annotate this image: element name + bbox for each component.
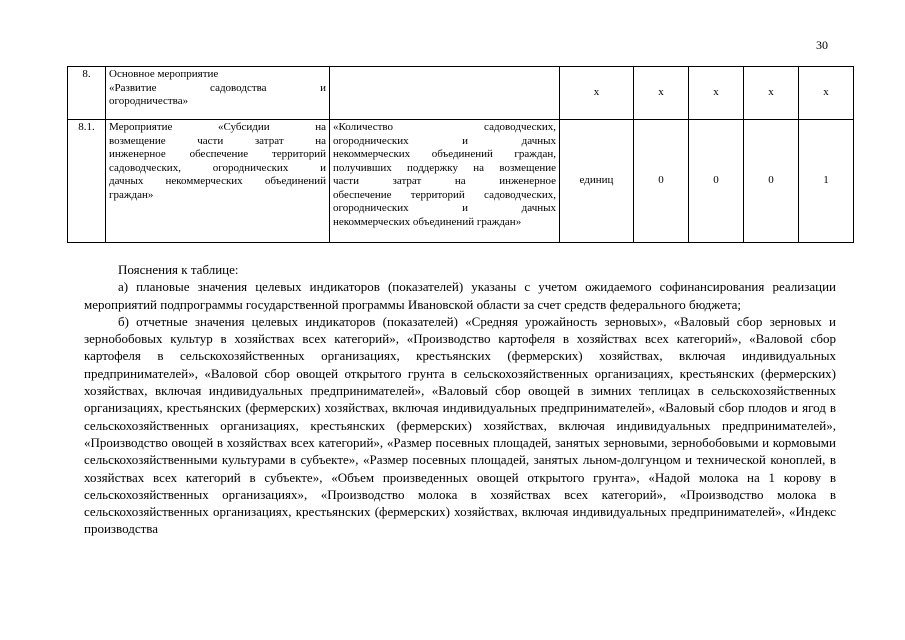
cell-text: получивших поддержку на возмещение [333,161,556,174]
cell-text: огороднических и дачных [333,202,556,214]
value-cell: 1 [799,120,854,243]
cell-text: части затрат на инженерное [333,175,556,187]
unit-cell: единиц [560,120,634,243]
value-cell: 0 [689,120,744,243]
cell-text: некоммерческих объединений граждан, [333,148,556,160]
cell-text: граждан» [109,188,154,201]
cell-text: Мероприятие «Субсидии на [109,121,326,133]
cell-text: «Количество садоводческих, [333,121,556,133]
note-paragraph-b: б) отчетные значения целевых индикаторов (показателей) «Средняя урожайность зерновых», «Валовый сбор зерновых и зернобобовых культур в хозяйствах всех категорий», «Производство картофеля в хозяйствах всех категорий», «Валовой сбор картофеля в сельскохозяйственных организациях, крестьянских (фермерских) хозяйствах, включая индивидуальных предпринимателей», «Валовой сбор овощей открытого грунта в сельскохозяйственных организациях, крестьянских (фермерских) хозяйствах, включая индивидуальных предпринимателей», «Валовый сбор овощей в зимних теплицах в сельскохозяйственных организациях, крестьянских (фермерских) хозяйствах, включая индивидуальных предпринимателей», «Валовый сбор плодов и ягод в сельскохозяйственных организациях, крестьянских (фермерских) хозяйствах, включая индивидуальных предпринимателей», «Производство овощей в хозяйствах всех категорий», «Размер посевных площадей, занятых зерновыми, зернобобовыми и кормовыми сельскохозяйственными культурами в субъекте», «Размер посевных площадей, занятых льном-долгунцом и технической коноплей, в хозяйствах всех категорий в субъекте», «Объем произведенных овощей открытого грунта», «Надой молока на 1 корову в сельскохозяйственных организациях», «Производство молока в хозяйствах всех категорий», «Производство молока в сельскохозяйственных организациях, крестьянских (фермерских) хозяйствах, включая индивидуальных предпринимателей», «Индекс производства [84,313,836,537]
cell-text: возмещение части затрат на [109,134,326,147]
event-name-cell [106,120,330,243]
cell-text: обеспечение территорий садоводческих, [333,188,556,201]
table-row [68,67,854,120]
cell-text: огородничества» [109,95,189,107]
notes-heading: Пояснения к таблице: [118,262,239,277]
cell-text: инженерное обеспечение территорий [109,148,326,160]
cell-text: дачных некоммерческих объединений [109,175,326,187]
cell-text: «Развитие садоводства и [109,81,326,94]
value-cell: х [560,67,634,120]
cell-text: садоводческих, огороднических и [109,161,326,174]
table-row [68,120,854,243]
value-cell: х [744,67,799,120]
event-name-cell [106,67,330,120]
value-cell: 0 [744,120,799,243]
table-notes [84,261,836,538]
page-number: 30 [816,38,828,52]
value-cell: х [689,67,744,120]
row-number: 8.1. [68,120,106,243]
indicator-cell [330,67,560,120]
note-paragraph-a: а) плановые значения целевых индикаторов (показателей) указаны с учетом ожидаемого софинансирования реализации мероприятий подпрограммы государственной программы Ивановской области за счет средств федерального бюджета; [84,279,836,312]
row-number: 8. [68,67,106,120]
value-cell: 0 [634,120,689,243]
indicators-table [67,66,854,243]
cell-text: огороднических и дачных [333,134,556,147]
value-cell: х [799,67,854,120]
value-cell: х [634,67,689,120]
indicator-cell [330,120,560,243]
cell-text: Основное мероприятие [109,68,219,80]
cell-text: некоммерческих объединений граждан» [333,215,522,228]
